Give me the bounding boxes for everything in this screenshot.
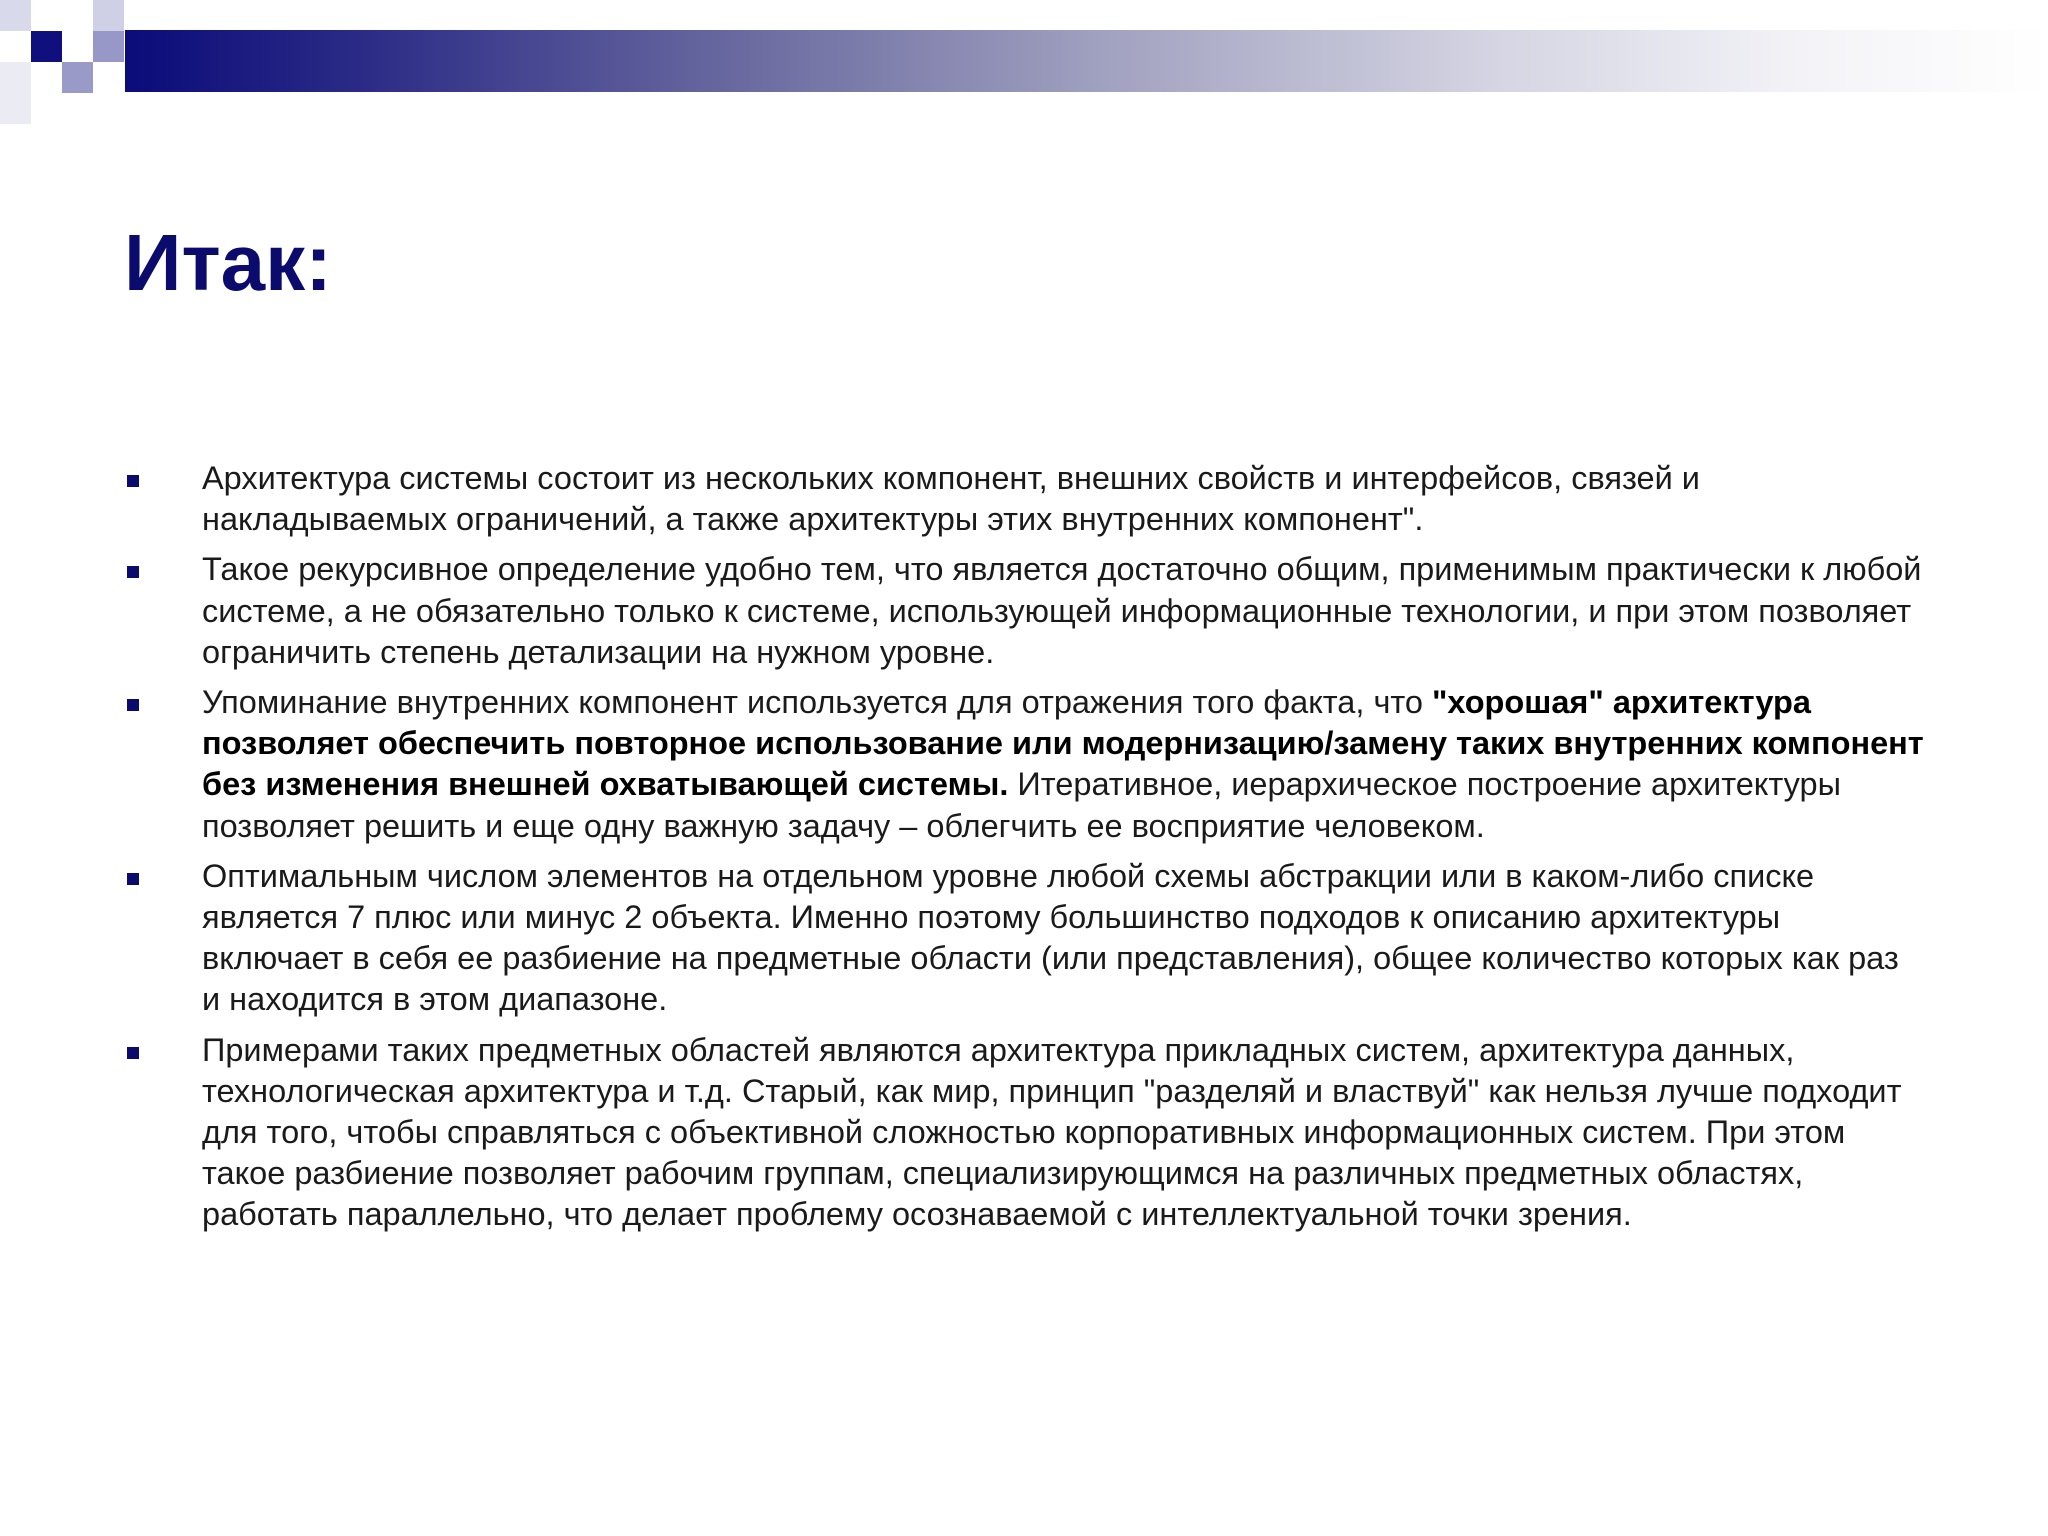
bullet-item — [124, 856, 1924, 1021]
square-bullet-icon — [127, 1047, 139, 1059]
bullet-text — [202, 684, 1924, 844]
decor-square — [31, 31, 62, 62]
decor-square — [31, 0, 62, 31]
bullet-item — [124, 1030, 1924, 1236]
bullet-text: Оптимальным числом элементов на отдельном уровне любой схемы абстракции или в каком-либо списке является 7 плюс или минус 2 объекта. Именно поэтому большинство подходов к описанию архитектуры включает в себя ее разбиение на предметные области (или представления), общее количество которых как раз и находится в этом диапазоне. — [202, 857, 1899, 1018]
square-bullet-icon — [127, 873, 139, 885]
bullet-text: Примерами таких предметных областей являются архитектура прикладных систем, архитектура данных, технологическая архитектура и т.д. Старый, как мир, принцип "разделяй и властвуй" как нельзя лучше подходит для того, чтобы справляться с объективной сложностью корпоративных информационных систем. При этом такое разбиение позволяет рабочим группам, специализирующимся на различных предметных областях, работать параллельно, что делает проблему осознаваемой с интеллектуальной точки зрения. — [202, 1031, 1902, 1233]
decor-square — [93, 0, 124, 31]
bullet-item — [124, 682, 1924, 847]
bullet-list — [124, 458, 1924, 1245]
header-gradient-bar — [125, 30, 2048, 92]
bullet-text: Архитектура системы состоит из нескольких компонент, внешних свойств и интерфейсов, связей и накладываемых ограничений, а также архитектуры этих внутренних компонент". — [202, 460, 1700, 538]
bullet-text-regular: Итеративное, иерархическое построение архитектуры позволяет решить и еще одну важную задачу – облегчить ее восприятие человеком. — [202, 766, 1841, 844]
square-bullet-icon — [127, 699, 139, 711]
slide-title: Итак: — [124, 218, 332, 307]
square-bullet-icon — [127, 566, 139, 578]
square-bullet-icon — [127, 475, 139, 487]
decor-square — [0, 0, 31, 31]
decor-square — [62, 62, 93, 93]
decor-square — [0, 62, 31, 124]
bullet-item — [124, 549, 1924, 673]
bullet-text: Такое рекурсивное определение удобно тем, что является достаточно общим, применимым практически к любой системе, а не обязательно только к системе, использующей информационные технологии, и при этом позволяет ограничить степень детализации на нужном уровне. — [202, 551, 1922, 670]
bullet-text-regular: Упоминание внутренних компонент используется для отражения того факта, что — [202, 684, 1433, 721]
bullet-text-bold: "хорошая" архитектура позволяет обеспечить повторное использование или модернизацию/замену таких внутренних компонент без изменения внешней охватывающей системы. — [202, 684, 1924, 803]
decor-square — [93, 31, 124, 62]
bullet-item — [124, 458, 1924, 540]
